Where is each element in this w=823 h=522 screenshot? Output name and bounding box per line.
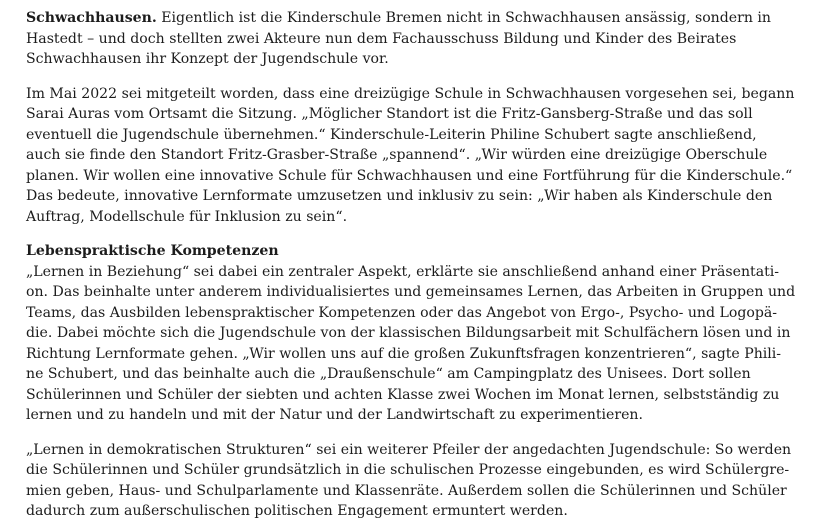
article-body xyxy=(26,8,801,522)
text-line: dadurch zum außerschulischen politischen Engagement ermuntert werden. xyxy=(26,503,568,519)
text-line: Sarai Auras vom Ortsamt die Sitzung. „Möglicher Standort ist die Fritz-Gansberg-Straße und das soll xyxy=(26,106,753,122)
text-line: eventuell die Jugendschule übernehmen.“ Kinderschule-Leiterin Philine Schubert sagte anschließend, xyxy=(26,126,757,143)
text-line: Richtung Lernformate gehen. „Wir wollen uns auf die großen Zukunftsfragen konzentrieren“, sagte Phili- xyxy=(26,345,782,362)
text-line: Im Mai 2022 sei mitgeteilt worden, dass eine dreizügige Schule in Schwachhausen vorgesehen sei, begann xyxy=(26,85,795,102)
text-line: on. Das beinhalte unter anderem individualisiertes und gemeinsames Lernen, das Arbeiten in Gruppen und xyxy=(26,284,796,300)
text-line: Teams, das Ausbilden lebenspraktischer Kompetenzen oder das Angebot von Ergo-, Psycho- und Logopä- xyxy=(26,304,778,321)
dateline: Schwachhausen. xyxy=(26,10,157,26)
text-line: ne Schubert, und das beinhalte auch die „Draußenschule“ am Campingplatz des Unisees. Dort sollen xyxy=(26,366,751,382)
text-line: die Schülerinnen und Schüler grundsätzlich in die schulischen Prozesse eingebunden, es wird Schülergre- xyxy=(26,462,790,478)
intro-line-2: Hastedt – und doch stellten zwei Akteure nun dem Fachausschuss Bildung und Kinder des Beirates xyxy=(26,30,737,47)
paragraph-democracy xyxy=(26,440,801,522)
text-line: Das bedeute, innovative Lernformate umzusetzen und inklusiv zu sein: „Wir haben als Kinderschule den xyxy=(26,188,773,204)
paragraph-location xyxy=(26,84,801,228)
text-line: lernen und zu handeln und mit der Natur und der Landwirtschaft zu experimentieren. xyxy=(26,407,643,423)
text-line: Auftrag, Modellschule für Inklusion zu sein“. xyxy=(26,208,348,225)
text-line: auch sie finde den Standort Fritz-Grasber-Straße „spannend“. „Wir würden eine dreizügige Oberschule xyxy=(26,147,768,163)
text-line: die. Dabei möchte sich die Jugendschule von der klassischen Bildungsarbeit mit Schulfächern lösen und in xyxy=(26,325,791,341)
text-line: mien geben, Haus- und Schulparlamente und Klassenräte. Außerdem sollen die Schülerinnen und Schüler xyxy=(26,482,787,499)
text-line: „Lernen in Beziehung“ sei dabei ein zentraler Aspekt, erklärte sie anschließend anhand einer Präsentati- xyxy=(26,263,780,280)
text-line: Schülerinnen und Schüler der siebten und achten Klasse zwei Wochen im Monat lernen, selbstständig zu xyxy=(26,386,780,403)
intro-paragraph xyxy=(26,8,801,70)
paragraph-learning xyxy=(26,262,801,426)
intro-line-1: Schwachhausen. Eigentlich ist die Kinderschule Bremen nicht in Schwachhausen ansässig, sondern in xyxy=(26,10,771,26)
text-line: planen. Wir wollen eine innovative Schule für Schwachhausen und eine Fortführung für die Kinderschule.“ xyxy=(26,167,793,184)
section-heading: Lebenspraktische Kompetenzen xyxy=(26,243,279,259)
intro-line-3: Schwachhausen ihr Konzept der Jugendschule vor. xyxy=(26,51,389,67)
text-line: „Lernen in demokratischen Strukturen“ sei ein weiterer Pfeiler der angedachten Jugendschule: So werden xyxy=(26,441,792,458)
